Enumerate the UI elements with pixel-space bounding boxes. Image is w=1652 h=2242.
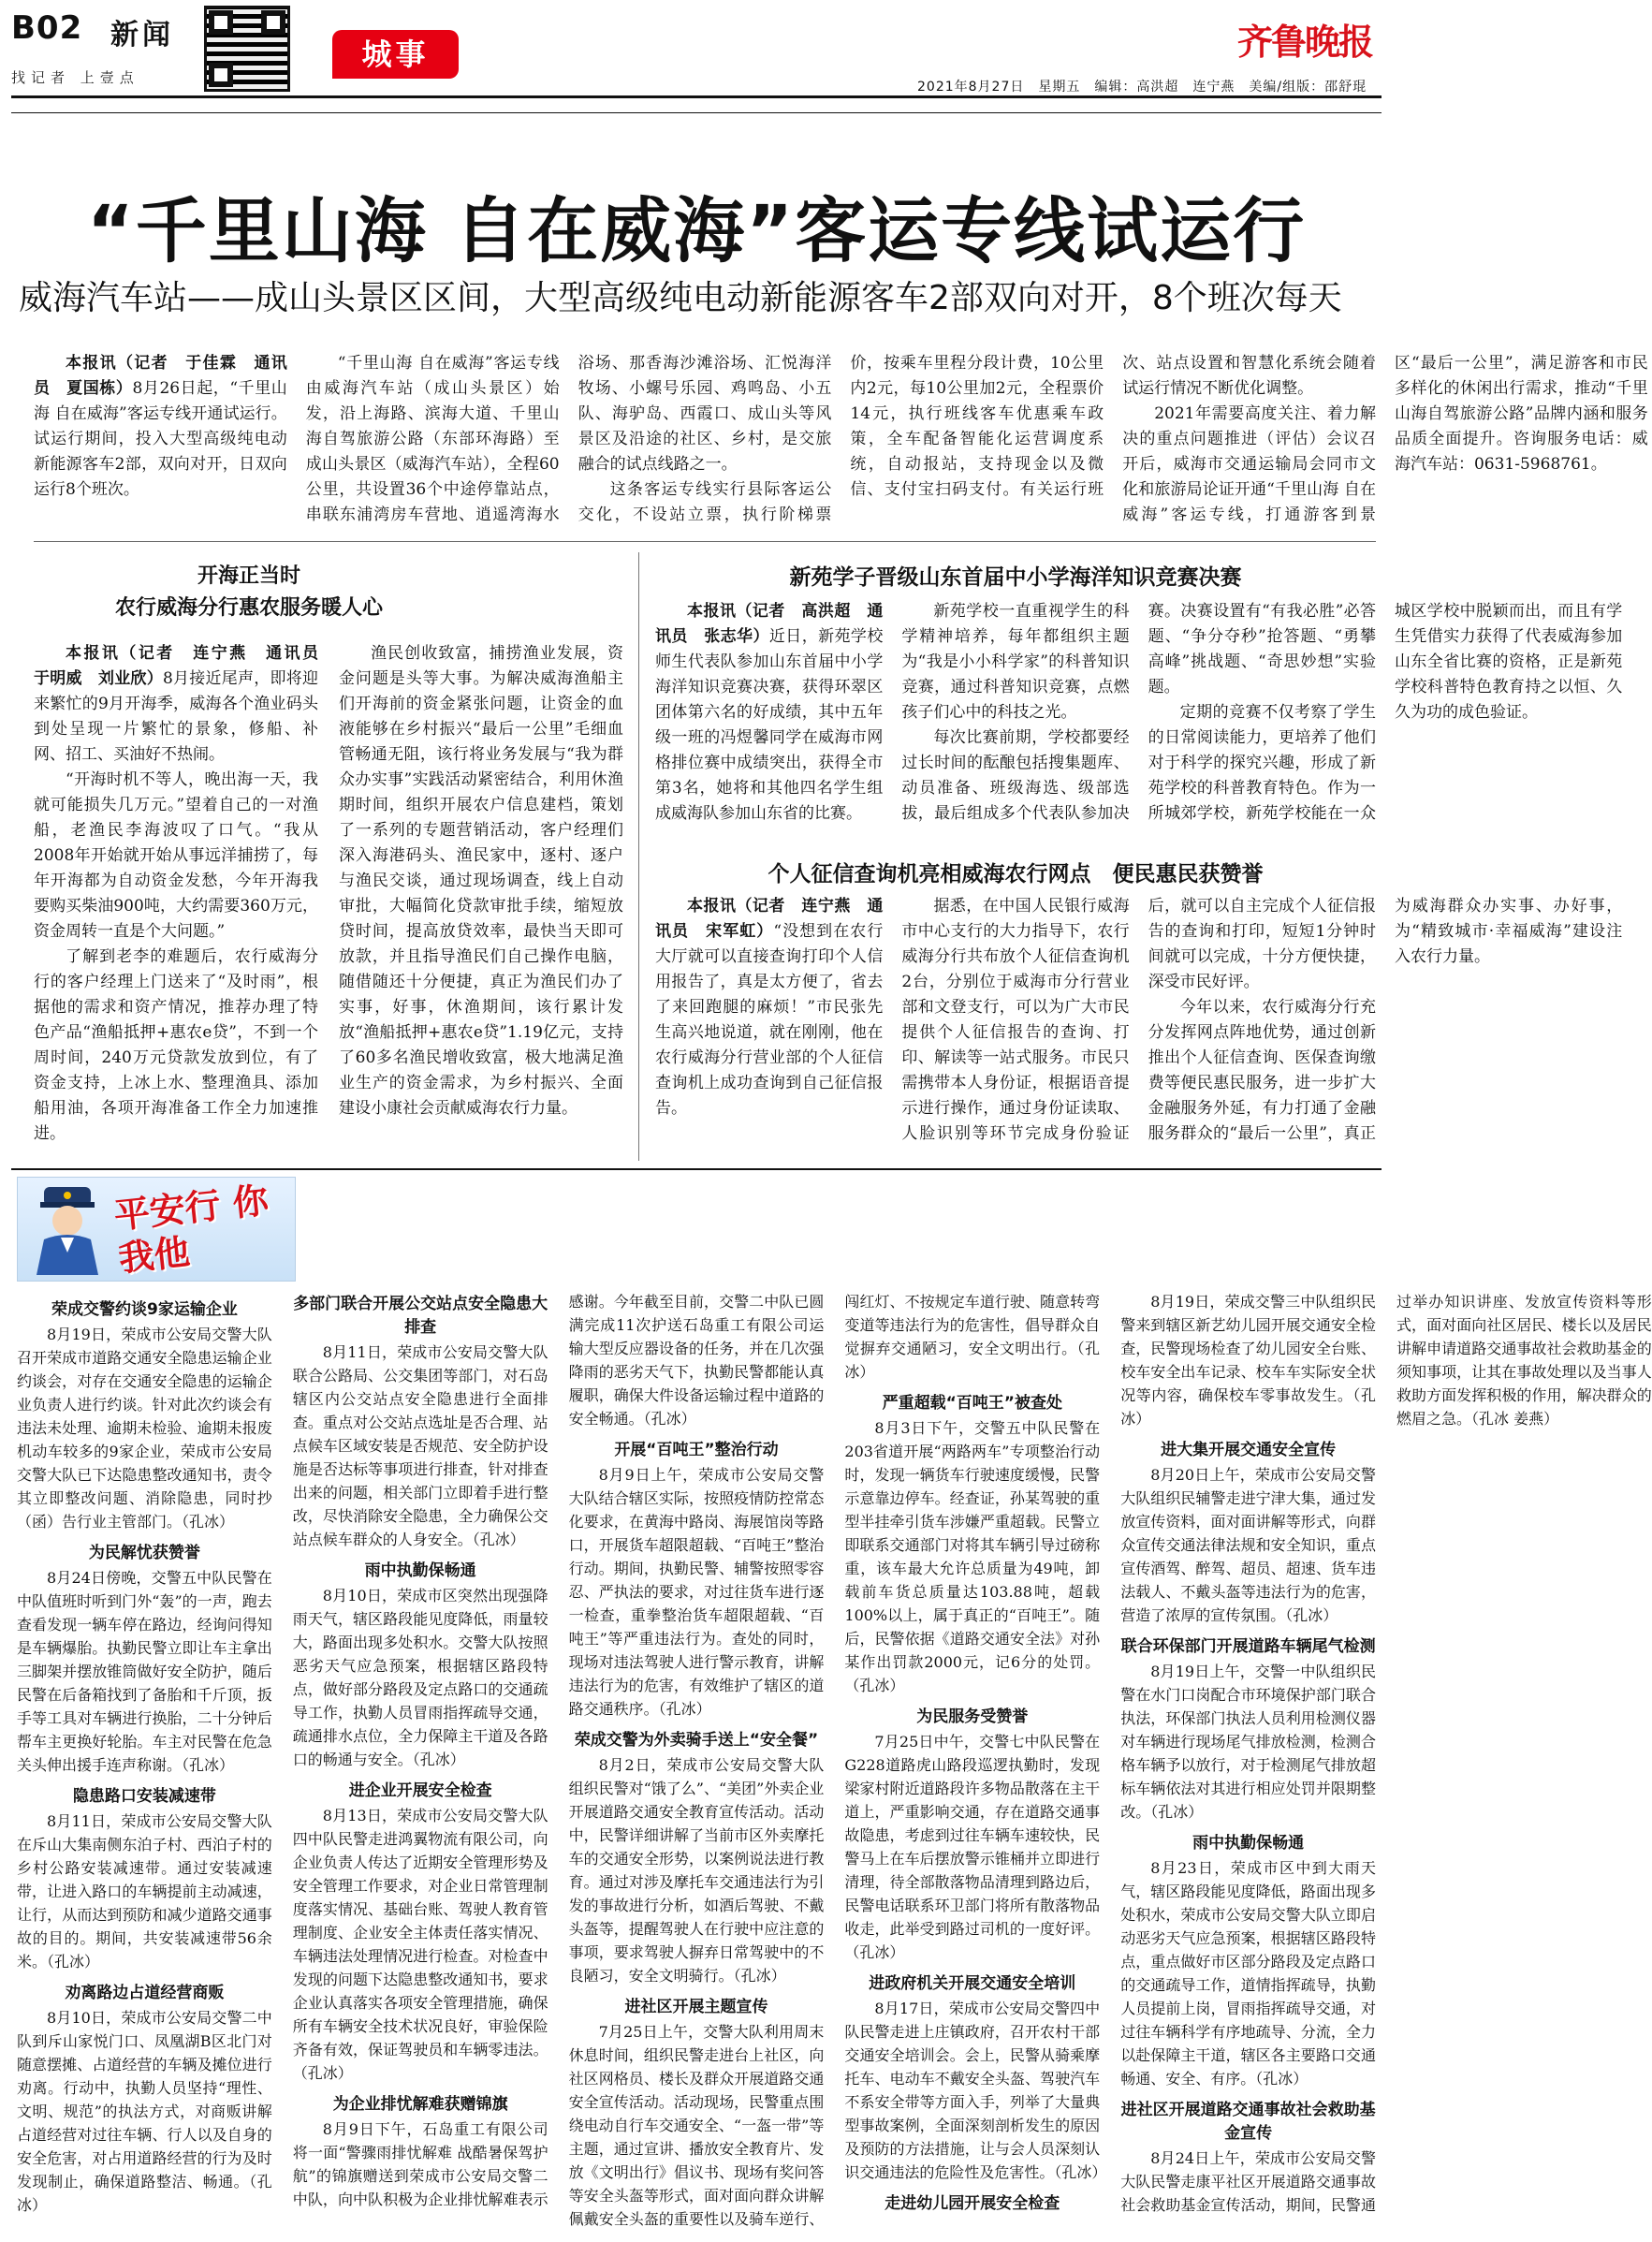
- brief-body: 8月19日上午，交警一中队组织民警在水门口岗配合市环境保护部门联合执法，环保部门执法人员利用检测仪器对车辆进行现场尾气排放检测，检测合格车辆予以放行，对于检测尾气排放超标车辆依法对其进行相应处罚并限期整改。（孔冰）: [1120, 1663, 1376, 1821]
- credit-title: 个人征信查询机亮相威海农行网点 便民惠民获赞誉: [768, 862, 1264, 887]
- brief-title: 开展“百吨王”整治行动: [614, 1441, 779, 1459]
- bank-kicker: 开海正当时: [197, 564, 300, 588]
- brief-title: 进政府机关开展交通安全培训: [869, 1974, 1076, 1993]
- dateline: 2021年8月27日 星期五 编辑：高洪超 连宁燕 美编/组版：邵舒琨: [917, 80, 1367, 95]
- section-subtitle: 找记者 上壹点: [11, 69, 139, 86]
- brief-body: 8月24日傍晚，交警五中队民警在中队值班时听到门外“轰”的一声，跑去查看发现一辆车停在路边，经询问得知是车辆爆胎。执勤民警立即让车主拿出三脚架并摆放锥筒做好安全防护，随后民警在后备箱找到了备胎和千斤顶，扳手等工具对车辆进行换胎，二十分钟后帮车主更换好轮胎。车主对民警在危急关头伸出援手连声称谢。（孔冰）: [17, 1569, 272, 1774]
- brief-body: 8月3日下午，交警五中队民警在203省道开展“两路两车”专项整治行动时，发现一辆货车行驶速度缓慢，民警示意靠边停车。经查证，孙某驾驶的重型半挂牵引货车涉嫌严重超载。民警立即联系交通部门对将其车辆引导过磅称重，该车最大允许总质量为49吨，卸载前车货总质量达103.88吨，超载100%以上，属于真正的“百吨王”。随后，民警依据《道路交通安全法》对孙某作出罚款2000元，记6分的处罚。（孔冰）: [844, 1419, 1101, 1694]
- brief-body: 8月24日上午，荣成市公安局交警大队民警走康平社区开展道路交通事故社会救助基金宣传活动，期间，民警通过举办知识讲座、发放宣传资料等形式，面对面向社区居民、楼长以及居民讲解申请道路交通事故社会救助基金的须知事项，让其在事故处理以及当事人救助方面发挥积极的作用，解决群众的燃眉之急。（孔冰 姜燕）: [1120, 1293, 1652, 2214]
- brief-body: 7月25日中午，交警七中队民警在G228道路虎山路段巡逻执勤时，发现梁家村附近道路段许多物品散落在主干道上，严重影响交通，存在道路交通事故隐患，考虑到过往车辆车速较快，民警马上在车后摆放警示锥桶并立即进行清理，待全部散落物品清理到路边后，民警电话联系环卫部门将所有散落物品收走，此举受到路过司机的一度好评。（孔冰）: [844, 1733, 1101, 1961]
- credit-article: 本报讯（记者 连宁燕 通讯员 宋军虹）“没想到在农行大厅就可以直接查询打印个人信用报告了，真是太方便了，省去了来回跑腿的麻烦！”市民张先生高兴地说道，就在刚刚，他在农行威海分行营业部的个人征信查询机上成功查询到自己征信报告。 据悉，在中国人民银行威海市中心支行的大力指导下，农行威海分行共布放个人征信查询机2台，分别位于威海市分行营业部和文登支行，可以为广大市民提供个人征信报告的查询、打印、解读等一站式服务。市民只需携带本人身份证，根据语音提示进行操作，通过身份证读取、人脸识别等环节完成身份验证后，就可以自主完成个人征信报告的查询和打印，短短1分钟时间就可以完成，十分方便快捷，深受市民好评。 今年以来，农行威海分行充分发挥网点阵地优势，通过创新推出个人征信查询、医保查询缴费等便民惠民服务，进一步扩大金融服务外延，有力打通了金融服务群众的“最后一公里”，真正为威海群众办实事、办好事，为“精致城市·幸福威海”建设注入农行力量。: [655, 897, 1623, 1143]
- lead-article: 本报讯（记者 于佳霖 通讯员 夏国栋）8月26日起，“千里山海 自在威海”客运专线开通试运行。试运行期间，投入大型高级纯电动新能源客车2部，双向对开，日双向运行8个班次。 “千里山海 自在威海”客运专线由威海汽车站（成山头景区）始发，沿上海路、滨海大道、千里山海自驾旅游公路（东部环海路）至成山头景区（威海汽车站），全程60公里，共设置36个中途停靠站点，串联东浦湾房车营地、逍遥湾海水浴场、那香海沙滩浴场、汇悦海洋牧场、小螺号乐园、鸡鸣岛、小五队、海驴岛、西霞口、成山头等风景区及沿途的社区、乡村，是交旅融合的试点线路之一。 这条客运专线实行县际客运公交化，不设站立票，执行阶梯票价，按乘车里程分段计费，10公里内2元，每10公里加2元，全程票价14元，执行班线客车优惠乘车政策，全车配备智能化运营调度系统，自动报站，支持现金以及微信、支付宝扫码支付。有关运行班次、站点设置和智慧化系统会随着试运行情况不断优化调整。 2021年需要高度关注、着力解决的重点问题推进（评估）会议召开后，威海市交通运输局会同市文化和旅游局论证开通“千里山海 自在威海”客运专线，打通游客到景区“最后一公里”，满足游客和市民多样化的休闲出行需求，推动“千里山海自驾旅游公路”品牌内涵和服务品质全面提升。咨询服务电话：威海汽车站：0631-5968761。: [34, 354, 1648, 524]
- header-rule: [11, 95, 1382, 98]
- newspaper-logo: 齐鲁晚报: [1237, 21, 1373, 63]
- brief-title: 荣成交警约谈9家运输企业: [51, 1300, 238, 1319]
- safety-column-group: [17, 1290, 1652, 2231]
- divider: [638, 552, 639, 1161]
- brief-body: 8月9日下午，石岛重工有限公司将一面“警骤雨排忧解难 战酷暑保驾护航”的锦旗赠送到荣成市公安局交警二中队，向中队积极为企业排忧解难表示感谢。今年截至目前，交警二中队已圆满完成11次护送石岛重工有限公司运输大型反应器设备的任务，并在几次强降雨的恶劣天气下，执勤民警都能认真履职，确保大件设备运输过程中道路的安全畅通。（孔冰）: [292, 1293, 825, 2208]
- brief-title: 进社区开展道路交通事故社会救助基金宣传: [1120, 2101, 1376, 2143]
- brief-title: 进社区开展主题宣传: [624, 1998, 768, 2016]
- brief-body: 8月19日，荣成市公安局交警大队召开荣成市道路交通安全隐患运输企业约谈会，对存在交通安全隐患的运输企业负责人进行约谈。针对此次约谈会有违法未处理、逾期未检验、逾期未报废机动车较多的9家企业，荣成市公安局交警大队已下达隐患整改通知书，责令其立即整改问题、消除隐患，同时抄（函）告行业主管部门。（孔冰）: [17, 1326, 272, 1531]
- safety-banner: [17, 1177, 296, 1282]
- bank-article: 本报讯（记者 连宁燕 通讯员 于明威 刘业欣）8月接近尾声，即将迎来繁忙的9月开海季，威海各个渔业码头到处呈现一片繁忙的景象，修船、补网、招工、买油好不热闹。 “开海时机不等人，晚出海一天，我就可能损失几万元。”望着自己的一对渔船，老渔民李海波叹了口气。“我从2008年开始就开始从事远洋捕捞了，每年开海都为自动资金发愁，今年开海我要购买柴油900吨，大约需要360万元，资金周转一直是个大问题。” 了解到老李的难题后，农行威海分行的客户经理上门送来了“及时雨”，根据他的需求和资产情况，推荐办理了特色产品“渔船抵押+惠农e贷”，不到一个周时间，240万元贷款发放到位，有了资金支持，上冰上水、整理渔具、添加船用油，各项开海准备工作全力加速推进。 渔民创收致富，捕捞渔业发展，资金问题是头等大事。为解决威海渔船主们开海前的资金紧张问题，让资金的血液能够在乡村振兴“最后一公里”毛细血管畅通无阻，该行将业务发展与“我为群众办实事”实践活动紧密结合，利用休渔期时间，组织开展农户信息建档，策划了一系列的专题营销活动，客户经理们深入海港码头、渔民家中，逐村、逐户与渔民交谈，通过现场调查，线上自动审批，大幅简化贷款审批手续，缩短放贷时间，提高放贷效率，最快当天即可放款，并且指导渔民们自己操作电脑，随借随还十分便捷，真正为渔民们办了实事，好事，休渔期间，该行累计发放“渔船抵押+惠农e贷”1.19亿元，支持了60多名渔民增收致富，极大地满足渔业生产的资金需求，为乡村振兴、全面建设小康社会贡献威海农行力量。: [34, 644, 623, 1143]
- brief-body: 8月11日，荣成市公安局交警大队联合公路局、公交集团等部门，对石岛辖区内公交站点安全隐患进行全面排查。重点对公交站点选址是否合理、站点候车区域安装是否规范、安全防护设施是否达标等事项进行排查，针对排查出来的问题，相关部门立即着手进行整改，尽快消除安全隐患，全力确保公交站点候车群众的人身安全。（孔冰）: [292, 1343, 548, 1548]
- brief-title: 进企业开展安全检查: [348, 1781, 492, 1800]
- brief-title: 进大集开展交通安全宣传: [1161, 1441, 1337, 1459]
- brief-body: 8月9日上午，荣成市公安局交警大队结合辖区实际，按照疫情防控常态化要求，在黄海中路岗、海展馆岗等路口，开展货车超限超载、“百吨王”整治行动。期间，执勤民警、辅警按照零容忍、严执法的要求，对过往货车进行逐一检查，重拳整治货车超限超载、“百吨王”等严重违法行为。查处的同时，现场对违法驾驶人进行警示教育，讲解违法行为的危害，有效维护了辖区的道路交通秩序。（孔冰）: [568, 1466, 825, 1718]
- section-name: 新闻: [110, 19, 174, 51]
- brief-title: 隐患路口安装减速带: [72, 1787, 216, 1806]
- police-officer-icon: [27, 1185, 107, 1275]
- page-number: B02: [11, 9, 83, 47]
- divider: [11, 1168, 1382, 1170]
- headline: “千里山海 自在威海”客运专线试运行: [86, 189, 1307, 272]
- brief-title: 劝离路边占道经营商贩: [65, 1984, 225, 2002]
- banner-title: 平安行 你我他: [111, 1179, 270, 1280]
- brief-title: 多部门联合开展公交站点安全隐患大排查: [293, 1295, 548, 1337]
- qr-code-icon[interactable]: [204, 6, 290, 92]
- brief-title: 为民服务受赞誉: [916, 1707, 1029, 1726]
- brief-body: 8月17日，荣成市公安局交警四中队民警走进上庄镇政府，召开农村干部交通安全培训会。会上，民警从骑乘摩托车、电动车不戴安全头盔、驾驶汽车不系安全带等方面入手，列举了大量典型事故案例，全面深刻剖析发生的原因及预防的方法措施，让与会人员深刻认识交通违法的危险性及危害性。（孔冰）: [844, 2000, 1107, 2181]
- brief-title: 为企业排忧解难获赠锦旗: [332, 2095, 508, 2114]
- brief-body: 8月11日，荣成市公安局交警大队在斥山大集南侧东泊子村、西泊子村的乡村公路安装减速带。通过安装减速带，让进入路口的车辆提前主动减速，让行，从而达到预防和减少道路交通事故的目的。期间，共安装减速带56余米。（孔冰）: [17, 1812, 272, 1971]
- category-tag: 城事: [332, 30, 459, 79]
- brief-body: 8月23日，荣成市区中到大雨天气，辖区路段能见度降低，路面出现多处积水，荣成市公安局交警大队立即启动恶劣天气应急预案，根据辖区路段特点，重点做好市区部分路段及定点路口的交通疏导工作，道情指挥疏导，执勤人员提前上岗，冒雨指挥疏导交通，对过往车辆科学有序地疏导、分流，全力以赴保障主干道，辖区各主要路口交通畅通、安全、有序。（孔冰）: [1120, 1859, 1376, 2088]
- brief-body: 8月19日，荣成交警三中队组织民警来到辖区新艺幼儿园开展交通安全检查，民警现场检查了幼儿园安全台账、校车安全出车记录、校车车实际安全状况等内容，确保校车零事故发生。（孔冰）: [1120, 1293, 1376, 1428]
- brief-title: 雨中执勤保畅通: [1192, 1834, 1305, 1853]
- brief-title: 为民解忧获赞誉: [88, 1544, 200, 1562]
- brief-body: 8月13日，荣成市公安局交警大队四中队民警走进鸿翼物流有限公司，向企业负责人传达了近期安全管理形势及安全管理工作要求，对企业日常管理制度落实情况、基础台账、驾驶人教育管理制度、企业安全主体责任落实情况、车辆违法处理情况进行检查。对检查中发现的问题下达隐患整改通知书，要求企业认真落实各项安全管理措施，确保所有车辆安全技术状况良好，审验保险齐备有效，保证驾驶员和车辆零违法。（孔冰）: [292, 1807, 548, 2082]
- divider: [34, 541, 1376, 542]
- brief-body: 8月10日，荣成市公安局交警二中队到斥山家悦门口、凤凰湖B区北门对随意摆摊、占道经营的车辆及摊位进行劝离。行动中，执勤人员坚持“理性、文明、规范”的执法方式，对商贩讲解占道经营对过往车辆、行人以及自身的安全危害，对占用道路经营的行为及时发现制止，确保道路整洁、畅通。（孔冰）: [17, 2009, 272, 2214]
- ocean-article: 本报讯（记者 高洪超 通讯员 张志华）近日，新苑学校师生代表队参加山东首届中小学海洋知识竞赛决赛，获得环翠区团体第六名的好成绩，其中五年级一班的冯煜馨同学在威海市网格排位赛中成绩突出，获得全市第3名，她将和其他四名学生组成威海队参加山东省的比赛。 新苑学校一直重视学生的科学精神培养，每年都组织主题为“我是小小科学家”的科普知识竞赛，通过科普知识竞赛，点燃孩子们心中的科技之光。 每次比赛前期，学校都要经过长时间的酝酿包括搜集题库、动员准备、班级海选、级部选拔，最后组成多个代表队参加决赛。决赛设置有“有我必胜”必答题、“争分夺秒”抢答题、“勇攀高峰”挑战题、“奇思妙想”实验题。 定期的竞赛不仅考察了学生的日常阅读能力，更培养了他们对于科学的探究兴趣，形成了新苑学校的科普教育特色。作为一所城郊学校，新苑学校能在一众城区学校中脱颖而出，而且有学生凭借实力获得了代表威海参加山东全省比赛的资格，正是新苑学校科普特色教育持之以恒、久久为功的成色验证。: [655, 602, 1623, 823]
- ocean-title: 新苑学子晋级山东首届中小学海洋知识竞赛决赛: [789, 565, 1242, 590]
- brief-body: 7月25日上午，交警大队利用周末休息时间，组织民警走进台上社区，向社区网格员、楼长及群众开展道路交通安全宣传活动。活动现场，民警重点围绕电动自行车交通安全、“一盔一带”等主题，通过宣讲、播放安全教育片、发放《文明出行》倡议书、现场有奖问答等安全头盔等形式，面对面向群众讲解佩戴安全头盔的重要性以及骑车逆行、闯红灯、不按规定车道行驶、随意转弯变道等违法行为的危害性，倡导群众自觉摒弃交通陋习，安全文明出行。（孔冰）: [568, 1293, 1101, 2228]
- brief-body: 8月10日，荣成市区突然出现强降雨天气，辖区路段能见度降低，雨量较大，路面出现多处积水。交警大队按照恶劣天气应急预案，根据辖区路段特点，做好部分路段及定点路口的交通疏导工作，执勤人员冒雨指挥疏导交通，疏通排水点位，全力保障主干道及各路口的畅通与安全。（孔冰）: [292, 1587, 548, 1768]
- brief-title: 荣成交警为外卖骑手送上“安全餐”: [574, 1731, 819, 1750]
- brief-title: 雨中执勤保畅通: [364, 1561, 476, 1580]
- deck: 威海汽车站——成山头景区区间，大型高级纯电动新能源客车2部双向对开，8个班次每天: [19, 279, 1342, 317]
- bank-title: 农行威海分行惠农服务暖人心: [114, 596, 383, 620]
- brief-body: 8月2日，荣成市公安局交警大队组织民警对“饿了么”、“美团”外卖企业开展道路交通安全教育宣传活动。活动中，民警详细讲解了当前市区外卖摩托车的交通安全形势，以案例说法进行教育。通过对涉及摩托车交通违法行为引发的事故进行分析，如酒后驾驶、不戴头盔等，提醒驾驶人在行驶中应注意的事项，要求驾驶人摒弃日常驾驶中的不良陋习，安全文明骑行。（孔冰）: [568, 1756, 825, 1985]
- brief-title: 走进幼儿园开展安全检查: [884, 2194, 1060, 2213]
- brief-title: 严重超载“百吨王”被查处: [882, 1394, 1062, 1413]
- lead-byline: 本报讯（记者 于佳霖 通讯员 夏国栋）: [34, 354, 287, 398]
- brief-body: 8月20日上午，荣成市公安局交警大队组织民辅警走进宁津大集，通过发放宣传资料，面对面讲解等形式，向群众宣传交通法律法规和安全知识，重点宣传酒驾、醉驾、超员、超速、货车违法载人、不戴头盔等违法行为的危害，营造了浓厚的宣传氛围。（孔冰）: [1120, 1466, 1376, 1624]
- header-rule-thin: [11, 112, 1382, 113]
- brief-title: 联合环保部门开展道路车辆尾气检测: [1120, 1637, 1376, 1656]
